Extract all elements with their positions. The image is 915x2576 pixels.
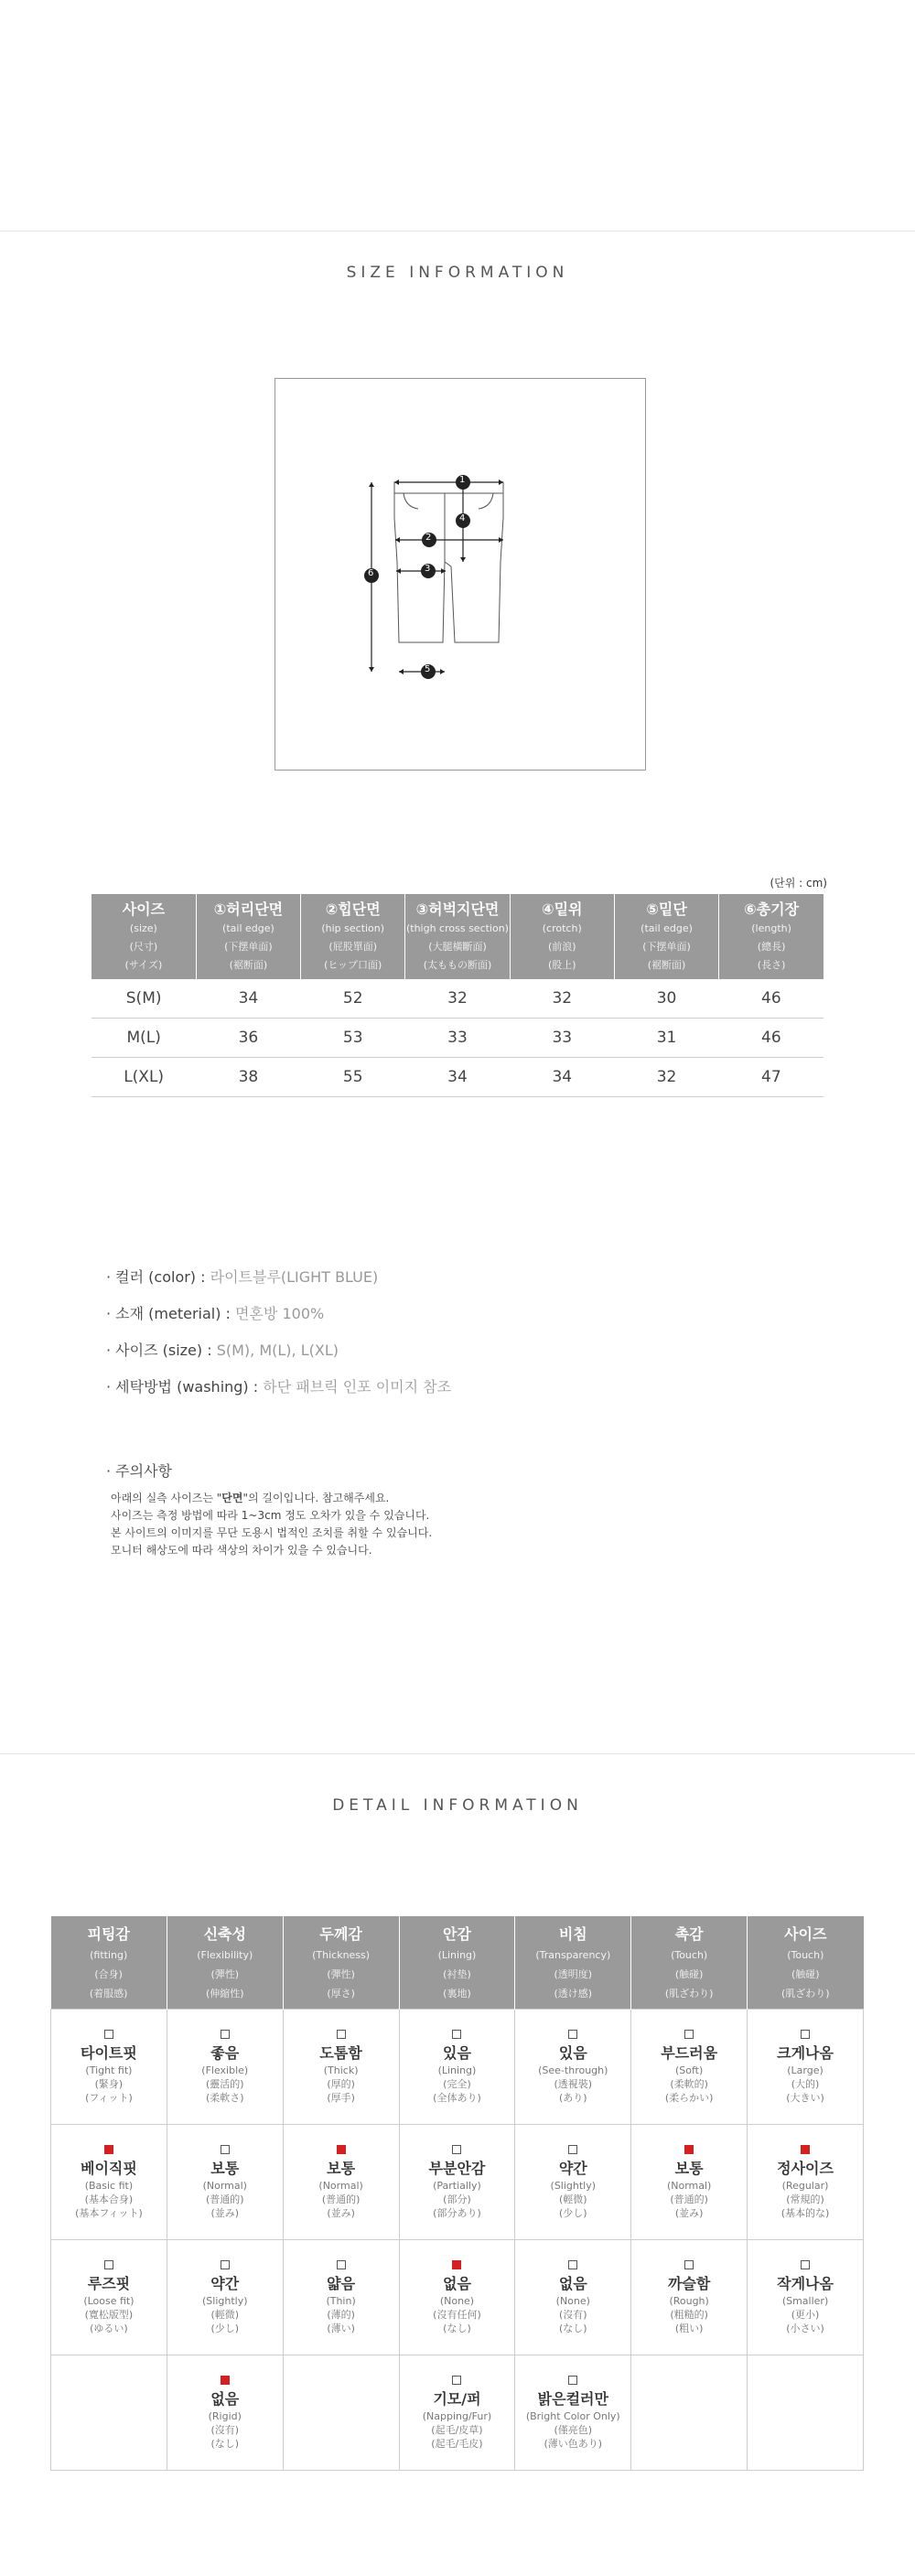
size-table-row [92,1058,824,1097]
unchecked-box-icon [684,2260,694,2269]
detail-option-sub: (常規的) [786,2193,824,2205]
size-header-main: ④밑위 [542,900,583,918]
detail-table-row [51,2125,864,2240]
detail-table-header [51,1916,864,2010]
size-table-cell: 47 [719,1058,824,1097]
checked-box-icon [221,2376,230,2385]
notice-line-1: 아래의 실측 사이즈는 "단면"의 길이입니다. 참고해주세요. [111,1492,390,1504]
unchecked-box-icon [452,2145,461,2154]
size-table-cell: 32 [510,979,614,1019]
detail-header-sub: (厚さ) [327,1988,355,1999]
detail-option-label: 약간 [210,2275,240,2292]
size-table-cell: 46 [719,979,824,1019]
size-header-main: ①허리단면 [213,900,284,918]
detail-option-sub: (Thin) [326,2295,356,2307]
detail-option-sub: (なし) [210,2438,240,2450]
detail-option-sub: (None) [555,2295,590,2307]
marker-label-1: 1 [459,475,466,485]
marker-label-5: 5 [425,664,431,674]
size-header-sub: (太ももの断面) [423,959,492,971]
detail-header-cell [51,1916,167,2010]
detail-table-cell [515,2010,631,2125]
detail-header-sub: (Thickness) [312,1949,371,1961]
detail-option-sub: (普通的) [205,2193,244,2205]
size-table-cell: 33 [405,1019,510,1058]
detail-table-cell [631,2010,748,2125]
detail-option-sub: (Smaller) [781,2295,829,2307]
size-header-main: ③허벅지단면 [415,900,500,918]
detail-option-sub: (Basic fit) [84,2180,134,2192]
detail-option-sub: (Flexible) [201,2064,249,2076]
detail-option-sub: (See-through) [538,2064,608,2076]
detail-header-main: 비침 [558,1925,587,1943]
detail-header-sub: (Flexibility) [197,1949,253,1961]
detail-header-sub: (彈性) [210,1968,240,1980]
size-section-title: SIZE INFORMATION [346,264,569,282]
size-header-main: 사이즈 [122,900,166,918]
checked-box-icon [801,2145,810,2154]
detail-option-label: 까슬함 [667,2275,711,2292]
size-header-sub: (length) [751,922,791,934]
detail-option-sub: (Tight fit) [85,2064,133,2076]
marker-label-2: 2 [425,533,432,543]
detail-header-sub: (触碰) [791,1968,820,1980]
size-header-sub: (大腿橫斷面) [428,941,487,953]
detail-table-cell [283,2355,399,2471]
detail-section-title: DETAIL INFORMATION [332,1796,583,1815]
detail-table-cell [631,2125,748,2240]
detail-option-sub: (全体あり) [433,2092,481,2104]
size-header-sub: (ヒップ口面) [324,959,382,971]
detail-option-sub: (部分あり) [433,2207,481,2219]
size-header-cell [614,894,718,979]
detail-header-main: 피팅감 [87,1925,130,1943]
detail-option-label: 루즈핏 [87,2275,131,2292]
size-header-sub: (總長) [757,941,786,953]
detail-option-label: 없음 [558,2275,587,2292]
size-table-cell: 34 [405,1058,510,1097]
info-washing: · 세탁방법 (washing) : 하단 패브릭 인포 이미지 참조 [106,1378,452,1396]
size-table-cell: 32 [614,1058,718,1097]
detail-option-label: 얇음 [327,2275,356,2292]
unchecked-box-icon [568,2260,577,2269]
detail-table-cell [748,2010,864,2125]
detail-table-cell [631,2355,748,2471]
detail-header-main: 안감 [442,1925,471,1943]
size-header-cell [405,894,510,979]
size-table-row [92,1019,824,1058]
detail-option-sub: (靈活的) [205,2078,244,2090]
detail-option-sub: (完全) [443,2078,471,2090]
unchecked-box-icon [337,2030,346,2039]
detail-table-cell [167,2240,283,2355]
detail-option-label: 좋음 [210,2044,240,2062]
size-table-cell: 36 [196,1019,300,1058]
unchecked-box-icon [104,2030,113,2039]
detail-table-cell [399,2010,515,2125]
checked-box-icon [104,2145,113,2154]
detail-option-sub: (起毛/皮草) [431,2424,483,2436]
size-header-main: ⑥총기장 [744,900,800,918]
detail-option-sub: (Large) [787,2064,824,2076]
detail-header-cell [283,1916,399,2010]
detail-option-label: 크게나옴 [777,2044,834,2062]
detail-option-sub: (フィット) [85,2092,133,2104]
detail-option-sub: (更小) [791,2309,820,2321]
size-header-sub: (尺寸) [129,941,158,953]
size-table-cell: 34 [196,979,300,1019]
detail-option-sub: (なし) [443,2323,471,2334]
size-header-cell [92,894,196,979]
detail-header-cell [515,1916,631,2010]
detail-option-sub: (Loose fit) [83,2295,135,2307]
unchecked-box-icon [221,2260,230,2269]
detail-table-cell [515,2240,631,2355]
unchecked-box-icon [221,2030,230,2039]
detail-option-label: 없음 [210,2390,240,2408]
size-header-sub: (thigh cross section) [405,922,509,934]
detail-option-sub: (普通的) [321,2193,361,2205]
notice-line-3: 본 사이트의 이미지를 무단 도용시 법적인 조치를 취할 수 있습니다. [111,1526,433,1539]
detail-option-sub: (沒有) [210,2424,240,2436]
detail-header-sub: (Touch) [787,1949,824,1961]
detail-header-sub: (伸縮性) [205,1988,244,1999]
detail-table-cell [515,2125,631,2240]
unchecked-box-icon [568,2030,577,2039]
unchecked-box-icon [221,2145,230,2154]
marker-label-3: 3 [425,564,431,574]
size-header-sub: (下摆单面) [224,941,273,953]
detail-header-sub: (Transparency) [535,1949,611,1961]
detail-table-cell [51,2240,167,2355]
detail-option-sub: (なし) [559,2323,587,2334]
detail-option-sub: (ゆるい) [90,2323,128,2334]
detail-header-main: 촉감 [674,1925,704,1943]
info-size: · 사이즈 (size) : S(M), M(L), L(XL) [106,1342,339,1359]
pants-diagram-icon [275,379,645,770]
size-header-sub: (屁股單面) [328,941,377,953]
detail-option-sub: (透視裝) [554,2078,593,2090]
detail-header-main: 사이즈 [784,1925,827,1943]
checked-box-icon [337,2145,346,2154]
size-table-row [92,979,824,1019]
detail-option-sub: (沒有任何) [433,2309,481,2321]
detail-option-sub: (大的) [791,2078,820,2090]
size-header-main: ②힙단면 [325,900,381,918]
size-header-sub: (hip section) [321,922,385,934]
detail-table-cell [748,2125,864,2240]
detail-header-sub: (彈性) [327,1968,355,1980]
detail-header-sub: (着服感) [89,1988,128,1999]
size-table-cell: L(XL) [92,1058,196,1097]
marker-label-4: 4 [459,513,466,523]
size-header-sub: (裾断面) [647,959,686,971]
detail-table-cell [51,2125,167,2240]
detail-table-cell [399,2240,515,2355]
detail-table-cell [51,2010,167,2125]
detail-option-sub: (Regular) [781,2180,829,2192]
detail-table-cell [399,2355,515,2471]
size-header-sub: (サイズ) [124,959,163,971]
size-table-cell: M(L) [92,1019,196,1058]
detail-option-sub: (Partially) [433,2180,481,2192]
detail-option-sub: (Normal) [318,2180,363,2192]
checked-box-icon [684,2145,694,2154]
notice-title: · 주의사항 [106,1462,172,1480]
size-table-cell: S(M) [92,979,196,1019]
detail-option-sub: (薄的) [327,2309,355,2321]
size-table-header [92,894,824,979]
size-header-sub: (size) [129,922,157,934]
size-header-cell [719,894,824,979]
detail-option-sub: (並み) [327,2207,355,2219]
detail-header-sub: (裏地) [443,1988,471,1999]
detail-option-label: 밝은컬러만 [537,2390,608,2408]
detail-option-sub: (寛松版型) [84,2309,134,2321]
size-table-cell: 38 [196,1058,300,1097]
detail-option-sub: (僅亮色) [554,2424,593,2436]
detail-option-sub: (Normal) [202,2180,247,2192]
detail-table-cell [167,2125,283,2240]
unchecked-box-icon [568,2376,577,2385]
detail-header-sub: (Touch) [671,1949,708,1961]
detail-option-sub: (薄い色あり) [544,2438,603,2450]
size-header-sub: (裾断面) [229,959,268,971]
unchecked-box-icon [452,2030,461,2039]
detail-table-row [51,2240,864,2355]
detail-option-label: 타이트핏 [81,2044,137,2062]
size-table-cell: 52 [301,979,405,1019]
detail-header-cell [748,1916,864,2010]
detail-option-sub: (Soft) [674,2064,704,2076]
unchecked-box-icon [684,2030,694,2039]
detail-option-sub: (厚的) [327,2078,355,2090]
detail-option-label: 있음 [442,2044,471,2062]
size-header-cell [510,894,614,979]
detail-table-cell [51,2355,167,2471]
detail-option-sub: (柔軟さ) [205,2092,244,2104]
detail-option-sub: (基本合身) [84,2193,134,2205]
detail-option-sub: (あり) [559,2092,587,2104]
detail-option-sub: (沒有) [559,2309,587,2321]
detail-header-cell [399,1916,515,2010]
unchecked-box-icon [801,2260,810,2269]
detail-table-row [51,2355,864,2471]
detail-table-cell [283,2125,399,2240]
detail-header-cell [167,1916,283,2010]
detail-header-main: 신축성 [203,1925,246,1943]
detail-header-cell [631,1916,748,2010]
size-header-sub: (tail edge) [640,922,693,934]
detail-option-label: 보통 [674,2160,704,2177]
detail-option-sub: (Normal) [666,2180,712,2192]
detail-option-sub: (普通的) [670,2193,708,2205]
detail-option-label: 부드러움 [661,2044,718,2062]
detail-table [50,1916,864,2471]
detail-option-sub: (Slightly) [550,2180,597,2192]
size-table-cell: 32 [405,979,510,1019]
detail-option-sub: (基本フィット) [75,2207,143,2219]
size-header-sub: (crotch) [542,922,582,934]
size-header-sub: (長さ) [757,959,786,971]
detail-option-label: 보통 [327,2160,356,2177]
detail-option-sub: (Napping/Fur) [422,2410,492,2422]
size-header-sub: (tail edge) [222,922,274,934]
detail-option-label: 기모/퍼 [433,2390,481,2408]
detail-header-sub: (透明度) [554,1968,593,1980]
detail-option-label: 베이직핏 [81,2160,137,2177]
detail-option-sub: (基本的な) [780,2207,830,2219]
section-divider [0,1753,915,1754]
info-color: · 컬러 (color) : 라이트블루(LIGHT BLUE) [106,1268,379,1286]
size-table-cell: 55 [301,1058,405,1097]
detail-option-sub: (起毛/毛皮) [431,2438,483,2450]
detail-option-sub: (小さい) [786,2323,824,2334]
detail-option-label: 정사이즈 [777,2160,834,2177]
detail-header-sub: (衬垫) [443,1968,471,1980]
detail-option-label: 약간 [558,2160,587,2177]
detail-table-cell [283,2240,399,2355]
detail-option-sub: (少し) [210,2323,240,2334]
size-table-cell: 53 [301,1019,405,1058]
size-header-main: ⑤밑단 [646,900,687,918]
detail-option-sub: (並み) [210,2207,240,2219]
size-header-cell [301,894,405,979]
unchecked-box-icon [452,2376,461,2385]
detail-option-label: 없음 [442,2275,471,2292]
detail-table-cell [167,2010,283,2125]
detail-option-sub: (薄い) [327,2323,355,2334]
detail-table-row [51,2010,864,2125]
checked-box-icon [452,2260,461,2269]
detail-option-sub: (柔らかい) [664,2092,714,2104]
detail-option-sub: (輕微) [210,2309,240,2321]
detail-option-label: 있음 [558,2044,587,2062]
detail-option-sub: (大きい) [786,2092,824,2104]
size-header-sub: (股上) [547,959,576,971]
detail-table-cell [748,2355,864,2471]
size-table-cell: 31 [614,1019,718,1058]
detail-option-label: 작게나옴 [777,2275,834,2292]
detail-option-sub: (輕微) [559,2193,587,2205]
detail-header-sub: (触碰) [674,1968,704,1980]
detail-option-label: 보통 [210,2160,240,2177]
detail-option-sub: (Lining) [437,2064,477,2076]
top-divider [0,231,915,232]
size-table-cell: 33 [510,1019,614,1058]
size-header-sub: (下摆单面) [642,941,691,953]
detail-option-sub: (Slightly) [202,2295,248,2307]
unchecked-box-icon [337,2260,346,2269]
detail-option-sub: (部分) [443,2193,471,2205]
detail-option-label: 도톰함 [319,2044,362,2062]
size-header-sub: (前浪) [547,941,576,953]
detail-table-cell [399,2125,515,2240]
unit-label: (단위 : cm) [770,877,827,889]
detail-header-sub: (肌ざわり) [780,1988,830,1999]
detail-option-sub: (Bright Color Only) [525,2410,620,2422]
detail-option-sub: (Thick) [323,2064,359,2076]
detail-header-main: 두께감 [319,1925,362,1943]
unchecked-box-icon [104,2260,113,2269]
detail-option-label: 부분안감 [428,2160,486,2177]
detail-table-cell [748,2240,864,2355]
info-material: · 소재 (meterial) : 면혼방 100% [106,1305,325,1322]
size-table [92,894,824,1097]
size-table-cell: 34 [510,1058,614,1097]
detail-option-sub: (緊身) [94,2078,124,2090]
size-table-cell: 46 [719,1019,824,1058]
detail-header-sub: (fitting) [90,1949,128,1961]
size-diagram [274,378,646,771]
unchecked-box-icon [568,2145,577,2154]
detail-option-sub: (粗糙的) [670,2309,708,2321]
detail-option-sub: (厚手) [327,2092,355,2104]
detail-option-sub: (Rigid) [208,2410,242,2422]
detail-option-sub: (粗い) [674,2323,704,2334]
marker-label-6: 6 [368,568,374,578]
detail-header-sub: (肌ざわり) [664,1988,714,1999]
detail-table-cell [631,2240,748,2355]
unchecked-box-icon [801,2030,810,2039]
size-table-cell: 30 [614,979,718,1019]
notice-line-2: 사이즈는 측정 방법에 따라 1~3cm 정도 오차가 있을 수 있습니다. [111,1509,430,1522]
detail-header-sub: (透け感) [554,1988,593,1999]
detail-table-cell [283,2010,399,2125]
detail-option-sub: (少し) [559,2207,587,2219]
detail-table-cell [515,2355,631,2471]
detail-option-sub: (並み) [674,2207,704,2219]
size-header-cell [196,894,300,979]
detail-header-sub: (Lining) [437,1949,477,1961]
detail-option-sub: (柔軟的) [670,2078,708,2090]
detail-header-sub: (合身) [94,1968,123,1980]
detail-option-sub: (Rough) [669,2295,709,2307]
detail-option-sub: (None) [439,2295,475,2307]
detail-table-cell [167,2355,283,2471]
notice-body [111,1490,432,1559]
notice-line-4: 모니터 해상도에 따라 색상의 차이가 있을 수 있습니다. [111,1544,372,1557]
